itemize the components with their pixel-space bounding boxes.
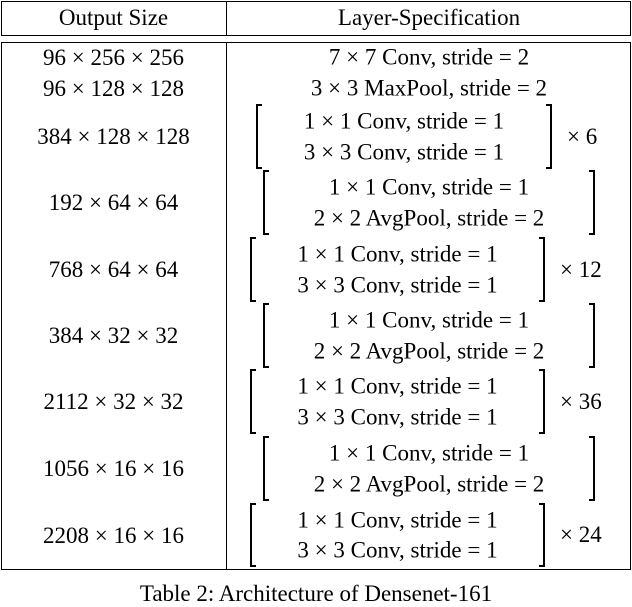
layer-spec-line: 2 × 2 AvgPool, stride = 2	[313, 338, 545, 364]
repeat-multiplier: × 6	[567, 123, 598, 149]
output-size-cell: 1056 × 16 × 16	[43, 455, 184, 481]
left-bracket	[263, 303, 269, 368]
layer-spec-line: 1 × 1 Conv, stride = 1	[303, 108, 505, 134]
left-bracket	[263, 436, 269, 501]
right-bracket	[589, 170, 595, 235]
output-size-cell: 384 × 128 × 128	[37, 124, 190, 149]
layer-spec-line: 1 × 1 Conv, stride = 1	[328, 440, 530, 466]
header-layer-specification: Layer-Specification	[337, 4, 521, 30]
layer-spec-line: 1 × 1 Conv, stride = 1	[297, 373, 498, 399]
layer-spec-line: 3 × 3 MaxPool, stride = 2	[310, 75, 548, 101]
output-size-cell: 384 × 32 × 32	[48, 323, 179, 348]
body-divider	[226, 42, 227, 570]
left-bracket	[263, 170, 269, 235]
right-bracket	[589, 303, 595, 368]
right-bracket	[539, 237, 545, 302]
table-caption: Table 2: Architecture of Densenet-161	[139, 581, 493, 606]
repeat-multiplier: × 12	[560, 256, 602, 282]
output-size-cell: 2208 × 16 × 16	[43, 523, 184, 548]
output-size-cell: 96 × 256 × 256	[43, 44, 184, 70]
layer-spec-line: 2 × 2 AvgPool, stride = 2	[313, 205, 545, 231]
layer-spec-line: 3 × 3 Conv, stride = 1	[297, 537, 498, 563]
output-size-cell: 192 × 64 × 64	[48, 190, 179, 215]
layer-spec-line: 3 × 3 Conv, stride = 1	[297, 404, 498, 430]
layer-spec-line: 1 × 1 Conv, stride = 1	[328, 174, 530, 200]
layer-spec-line: 1 × 1 Conv, stride = 1	[297, 507, 498, 533]
layer-spec-line: 1 × 1 Conv, stride = 1	[328, 307, 530, 333]
output-size-cell: 96 × 128 × 128	[43, 75, 184, 101]
right-bracket	[546, 104, 552, 169]
output-size-cell: 768 × 64 × 64	[48, 256, 179, 282]
header-output-size: Output Size	[58, 4, 169, 30]
right-bracket	[539, 369, 545, 434]
layer-spec-line: 3 × 3 Conv, stride = 1	[297, 272, 498, 298]
right-bracket	[539, 503, 545, 567]
layer-spec-line: 2 × 2 AvgPool, stride = 2	[313, 471, 545, 497]
left-bracket	[250, 237, 256, 302]
output-size-cell: 2112 × 32 × 32	[43, 389, 184, 414]
left-bracket	[250, 503, 256, 567]
repeat-multiplier: × 24	[560, 522, 602, 547]
layer-spec-line: 1 × 1 Conv, stride = 1	[297, 241, 498, 267]
layer-spec-line: 7 × 7 Conv, stride = 2	[328, 44, 530, 70]
left-bracket	[256, 104, 262, 169]
right-bracket	[589, 436, 595, 501]
layer-spec-line: 3 × 3 Conv, stride = 1	[303, 139, 505, 165]
left-bracket	[250, 369, 256, 434]
repeat-multiplier: × 36	[560, 388, 602, 414]
